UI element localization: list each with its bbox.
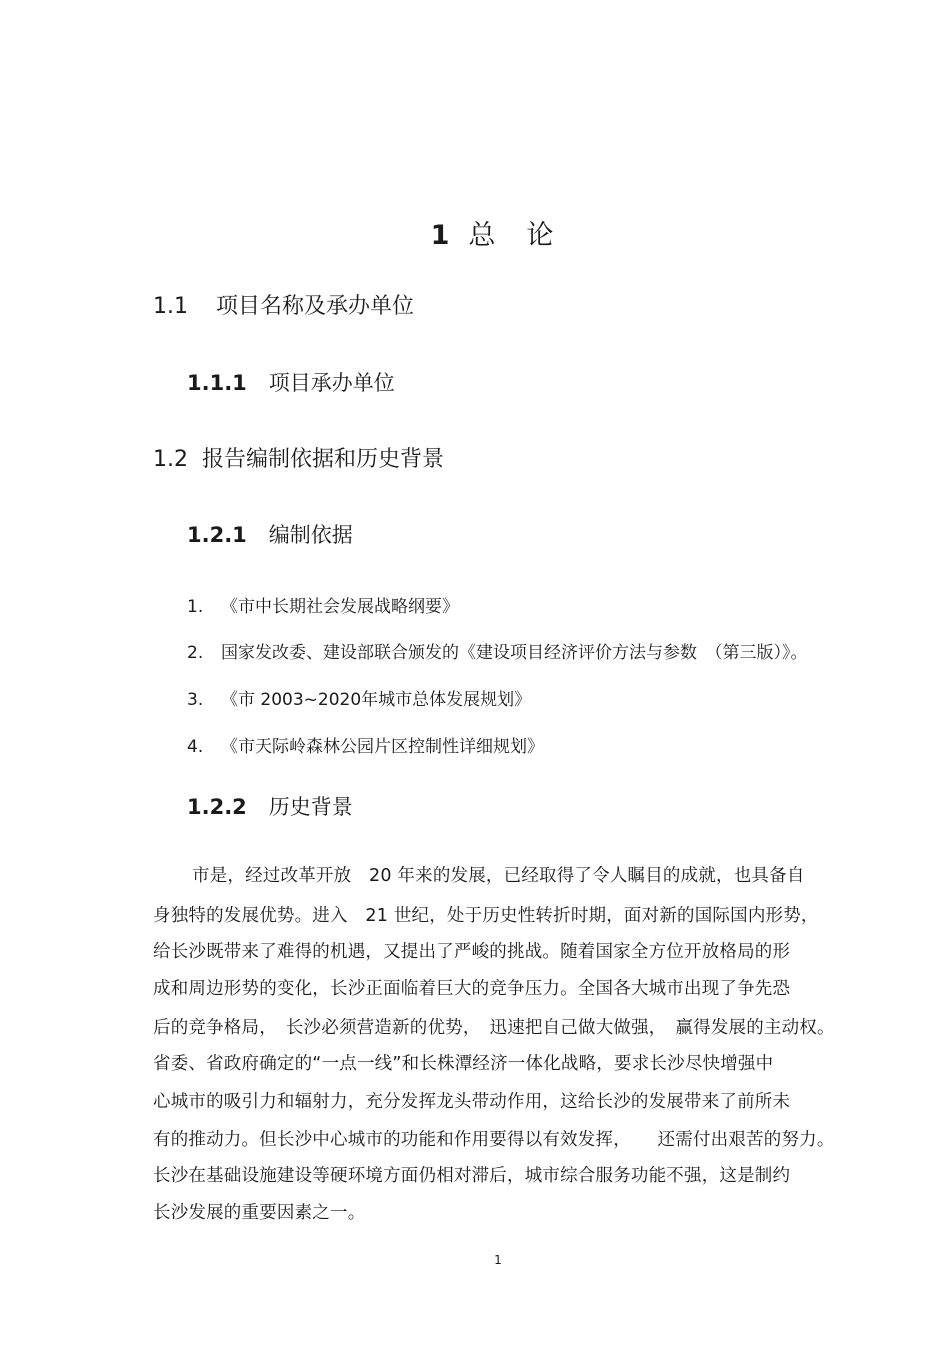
- reference-text: 《市 2003~2020年城市总体发展规划》: [221, 690, 532, 710]
- paragraph-line: 成和周边形势的变化，长沙正面临着巨大的竞争压力。全国各大城市出现了争先恐: [153, 979, 791, 999]
- page-number: 1: [494, 1253, 502, 1267]
- paragraph-line: 给长沙既带来了难得的机遇，又提出了严峻的挑战。随着国家全方位开放格局的形: [153, 942, 791, 962]
- section-heading-1-2: [153, 442, 444, 473]
- reference-text: 《市中长期社会发展战略纲要》: [221, 597, 459, 617]
- subsection-title: 历史背景: [268, 795, 353, 819]
- subsection-heading-1-1-1: [187, 367, 395, 397]
- section-title: 项目名称及承办单位: [216, 294, 415, 319]
- paragraph-line: 后的竞争格局， 长沙必须营造新的优势， 迅速把自己做大做强， 赢得发展的主动权。: [153, 1018, 835, 1038]
- reference-item: [187, 732, 544, 757]
- reference-text: 国家发改委、建设部联合颁发的《建设项目经济评价方法与参数 （第三版）》。: [221, 643, 808, 663]
- reference-item: [187, 638, 808, 663]
- section-number: 1.2: [153, 447, 188, 472]
- chapter-title-part2: 论: [526, 220, 555, 251]
- subsection-number: 1.2.2: [187, 795, 247, 819]
- paragraph-line: 有的推动力。但长沙中心城市的功能和作用要得以有效发挥， 还需付出艰苦的努力。: [153, 1130, 835, 1150]
- chapter-title: [0, 213, 950, 252]
- reference-index: 2.: [187, 643, 204, 663]
- reference-index: 3.: [187, 690, 204, 710]
- subsection-heading-1-2-2: [187, 791, 353, 821]
- subsection-heading-1-2-1: [187, 519, 353, 549]
- section-title: 报告编制依据和历史背景: [202, 447, 445, 472]
- subsection-title: 编制依据: [268, 523, 353, 547]
- reference-index: 4.: [187, 737, 204, 757]
- paragraph-line: 市是，经过改革开放 20 年来的发展，已经取得了令人瞩目的成就，也具备自: [192, 866, 805, 886]
- subsection-number: 1.1.1: [187, 371, 247, 395]
- reference-index: 1.: [187, 597, 204, 617]
- subsection-number: 1.2.1: [187, 523, 247, 547]
- reference-text: 《市天际岭森林公园片区控制性详细规划》: [221, 737, 544, 757]
- reference-item: [187, 685, 531, 710]
- paragraph-line: 省委、省政府确定的“一点一线”和长株潭经济一体化战略，要求长沙尽快增强中: [153, 1054, 774, 1074]
- reference-item: [187, 592, 459, 617]
- chapter-number: 1: [430, 220, 451, 251]
- section-number: 1.1: [153, 294, 188, 319]
- section-heading-1-1: [153, 289, 414, 320]
- paragraph-line: 长沙在基础设施建设等硬环境方面仍相对滞后，城市综合服务功能不强，这是制约: [153, 1166, 791, 1186]
- chapter-title-part1: 总: [468, 220, 497, 251]
- subsection-title: 项目承办单位: [268, 371, 395, 395]
- paragraph-line: 心城市的吸引力和辐射力，充分发挥龙头带动作用，这给长沙的发展带来了前所未: [153, 1092, 791, 1112]
- paragraph-line: 长沙发展的重要因素之一。: [153, 1203, 366, 1223]
- paragraph-line: 身独特的发展优势。进入 21 世纪，处于历史性转折时期，面对新的国际国内形势，: [153, 906, 819, 926]
